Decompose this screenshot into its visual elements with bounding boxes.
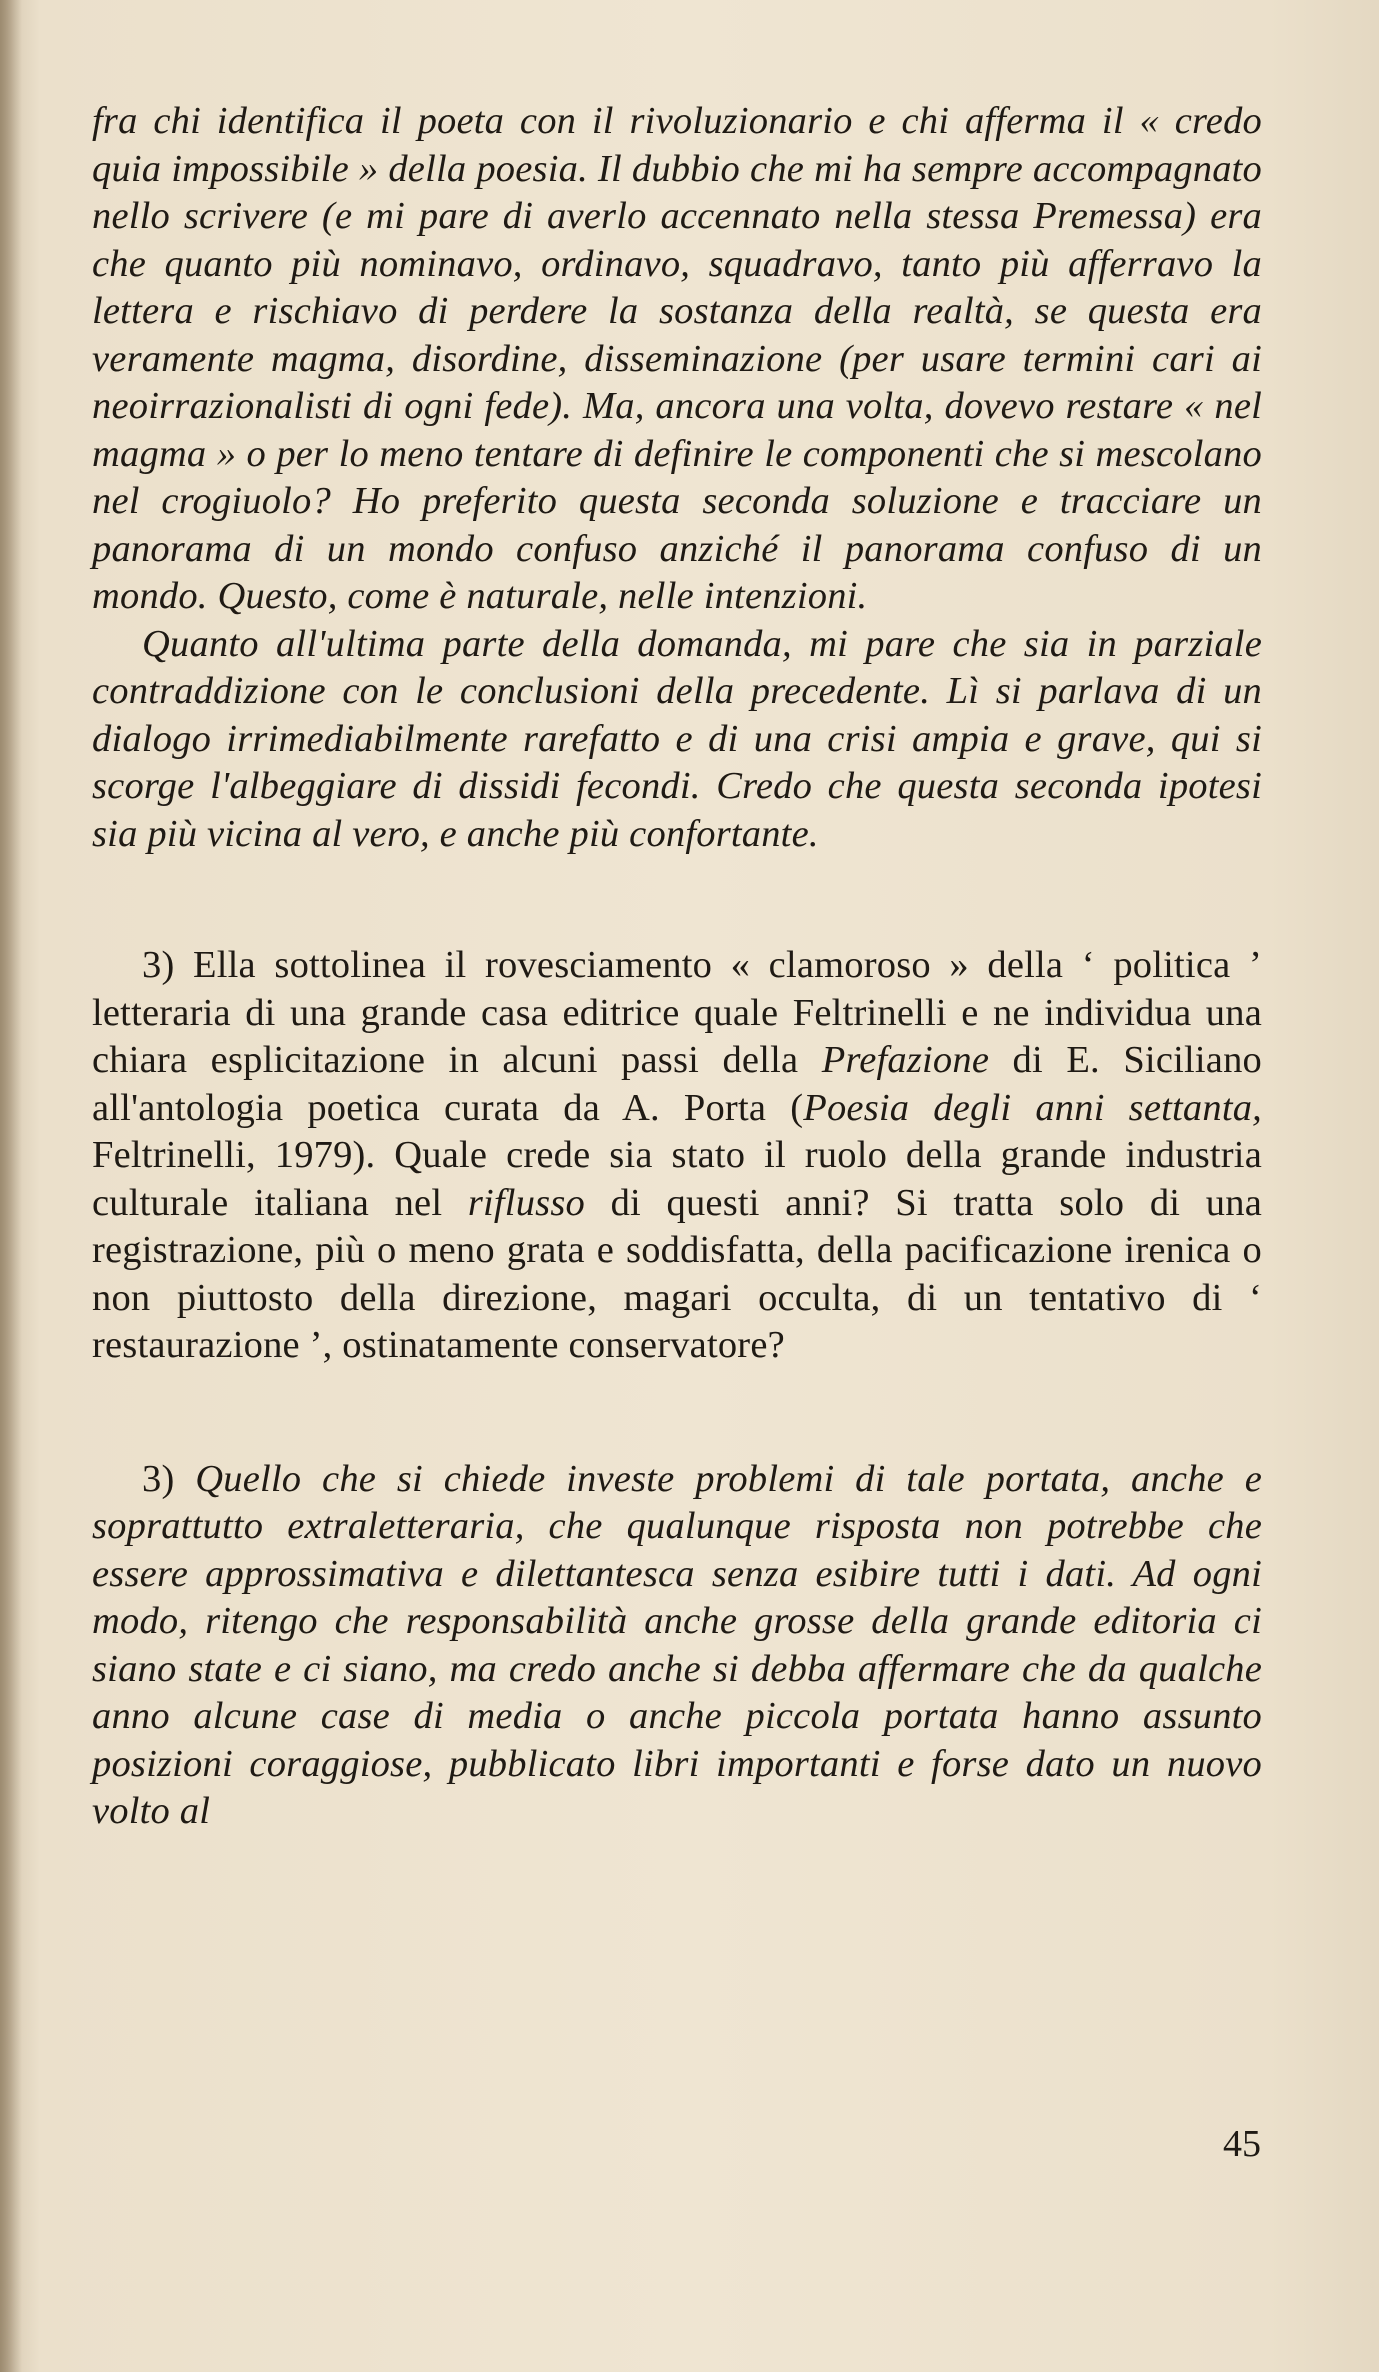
spine-shadow bbox=[0, 0, 22, 2372]
question-3-term-riflusso: riflusso bbox=[467, 1181, 585, 1224]
question-3-title-poesia: Poesia degli anni settanta, bbox=[803, 1086, 1262, 1129]
paragraph-answer-2-continued: fra chi identifica il poeta con il rivoluzionario e chi afferma il « credo quia impossibile » della poesia. Il dubbio che mi ha sempre accompagnato nello scrivere (e mi pare di averlo accennato nella stessa Premessa) era che quanto più nominavo, ordinavo, squadravo, tanto più afferravo la lettera e rischiavo di perdere la sostanza della realtà, se questa era veramente magma, disordine, disseminazione (per usare termini cari ai neoirrazionalisti di ogni fede). Ma, ancora una volta, dovevo restare « nel magma » o per lo meno tentare di definire le componenti che si mescolano nel crogiuolo? Ho preferito questa seconda soluzione e tracciare un panorama di un mondo confuso anziché il panorama confuso di un mondo. Questo, come è naturale, nelle intenzioni. bbox=[92, 100, 1262, 617]
question-3-tail: di questi anni? Si tratta solo di una registrazione, più o meno grata e soddisfatta, della pacificazione irenica o non piuttosto della direzione, magari occulta, di un tentativo di ‘ restaurazione ’, ostinatamente conservatore? bbox=[92, 1181, 1262, 1366]
page-number: 45 bbox=[1223, 2123, 1261, 2165]
answer-3-text: Quello che si chiede investe problemi di tale portata, anche e soprattutto extraletteraria, che qualunque risposta non potrebbe che essere approssimativa e dilettantesca senza esibire tutti i dati. Ad ogni modo, ritengo che responsabilità anche grosse della grande editoria ci siano state e ci siano, ma credo anche si debba affermare che da qualche anno alcune case di media o anche piccola portata hanno assunto posizioni coraggiose, pubblicato libri importanti e forse dato un nuovo volto al bbox=[92, 1457, 1262, 1832]
question-3-mid1: di E. Siciliano all'antologia poetica curata da A. Porta ( bbox=[92, 1039, 1262, 1129]
question-3-mid2: Feltrinelli, 1979). Quale crede sia stato il ruolo della grande industria culturale italiana nel bbox=[92, 1134, 1262, 1224]
answer-3-number: 3) bbox=[142, 1457, 196, 1500]
paragraph-answer-2-last: Quanto all'ultima parte della domanda, mi pare che sia in parziale contraddizione con le conclusioni della precedente. Lì si parlava di un dialogo irrimediabilmente rarefatto e di una crisi ampia e grave, qui si scorge l'albeggiare di dissidi fecondi. Credo che questa seconda ipotesi sia più vicina al vero, e anche più confortante. bbox=[92, 622, 1262, 855]
text-block bbox=[92, 98, 1262, 1836]
question-3-lead: 3) Ella sottolinea il rovesciamento « clamoroso » della ‘ politica ’ letteraria di una grande casa editrice quale Feltrinelli e ne individua una chiara esplicitazione in alcuni passi della bbox=[92, 944, 1262, 1081]
question-3 bbox=[92, 942, 1262, 1370]
question-3-title-prefazione: Prefazione bbox=[821, 1039, 990, 1081]
answer-3 bbox=[92, 1456, 1262, 1836]
